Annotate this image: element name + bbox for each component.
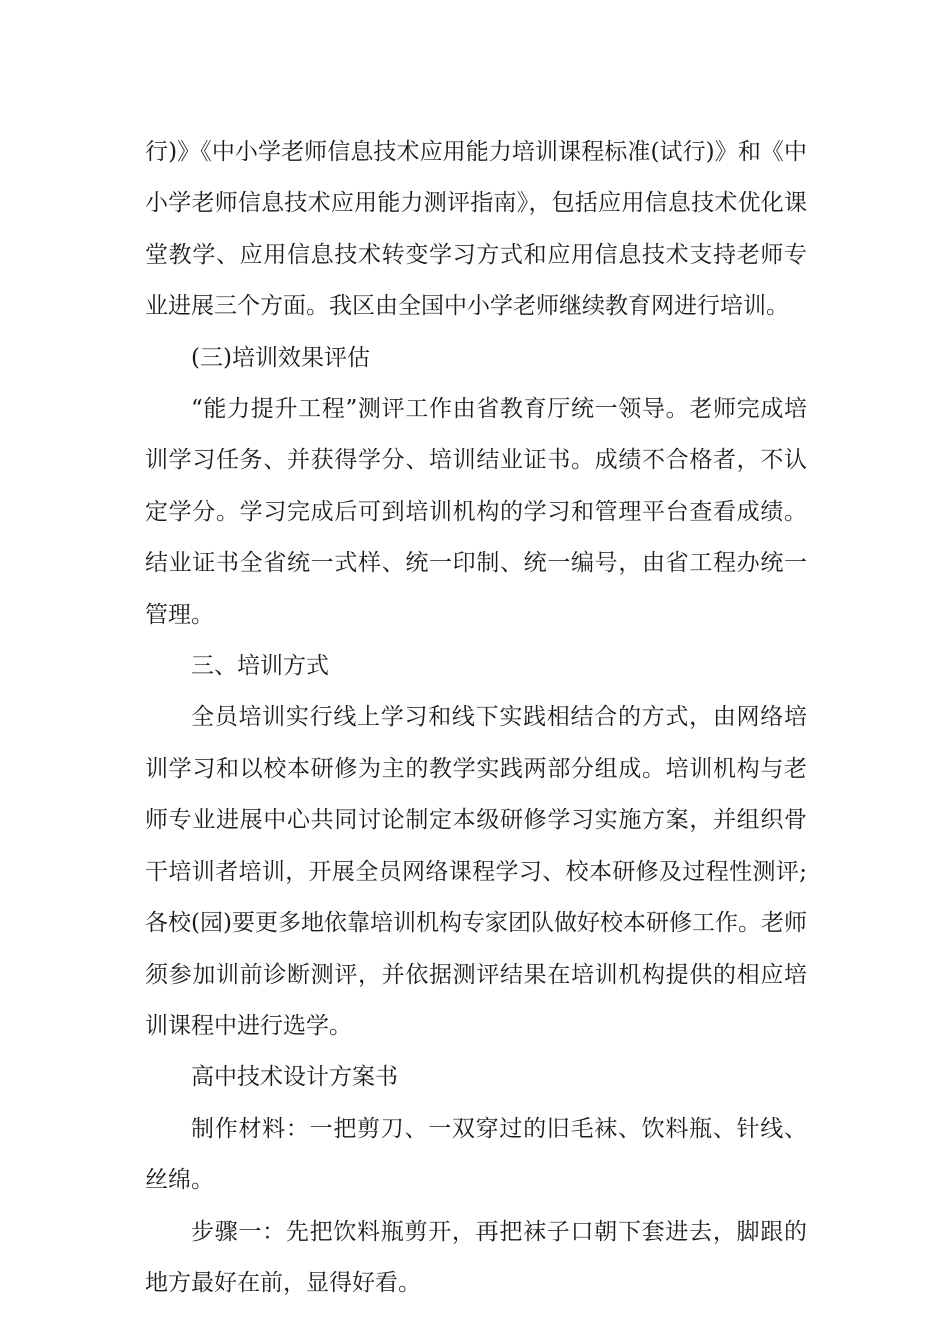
paragraph-training-content: 行)》《中小学老师信息技术应用能力培训课程标准(试行)》和《中小学老师信息技术应用能力测评指南》，包括应用信息技术优化课堂教学、应用信息技术转变学习方式和应用信息技术支持老师专业进展三个方面。我区由全国中小学老师继续教育网进行培训。 [145,139,807,320]
paragraph-step-one: 步骤一：先把饮料瓶剪开，再把袜子口朝下套进去，脚跟的地方最好在前，显得好看。 [145,1218,807,1296]
heading-design-plan: 高中技术设计方案书 [191,1064,398,1091]
paragraph-materials: 制作材料：一把剪刀、一双穿过的旧毛袜、饮料瓶、针线、丝绵。 [145,1115,807,1194]
heading-training-evaluation: (三)培训效果评估 [191,344,370,371]
paragraph-training-method: 全员培训实行线上学习和线下实践相结合的方式，由网络培训学习和以校本研修为主的教学实践两部分组成。培训机构与老师专业进展中心共同讨论制定本级研修学习实施方案，并组织骨干培训者培训，开展全员网络课程学习、校本研修及过程性测评;各校(园)要更多地依靠培训机构专家团队做好校本研修工作。老师须参加训前诊断测评，并依据测评结果在培训机构提供的相应培训课程中进行选学。 [145,704,807,1039]
paragraph-evaluation-details: “能力提升工程”测评工作由省教育厅统一领导。老师完成培训学习任务、并获得学分、培训结业证书。成绩不合格者，不认定学分。学习完成后可到培训机构的学习和管理平台查看成绩。结业证书全省统一式样、统一印制、统一编号，由省工程办统一管理。 [145,396,807,628]
document-body [145,127,807,1309]
heading-training-method: 三、培训方式 [191,653,329,680]
